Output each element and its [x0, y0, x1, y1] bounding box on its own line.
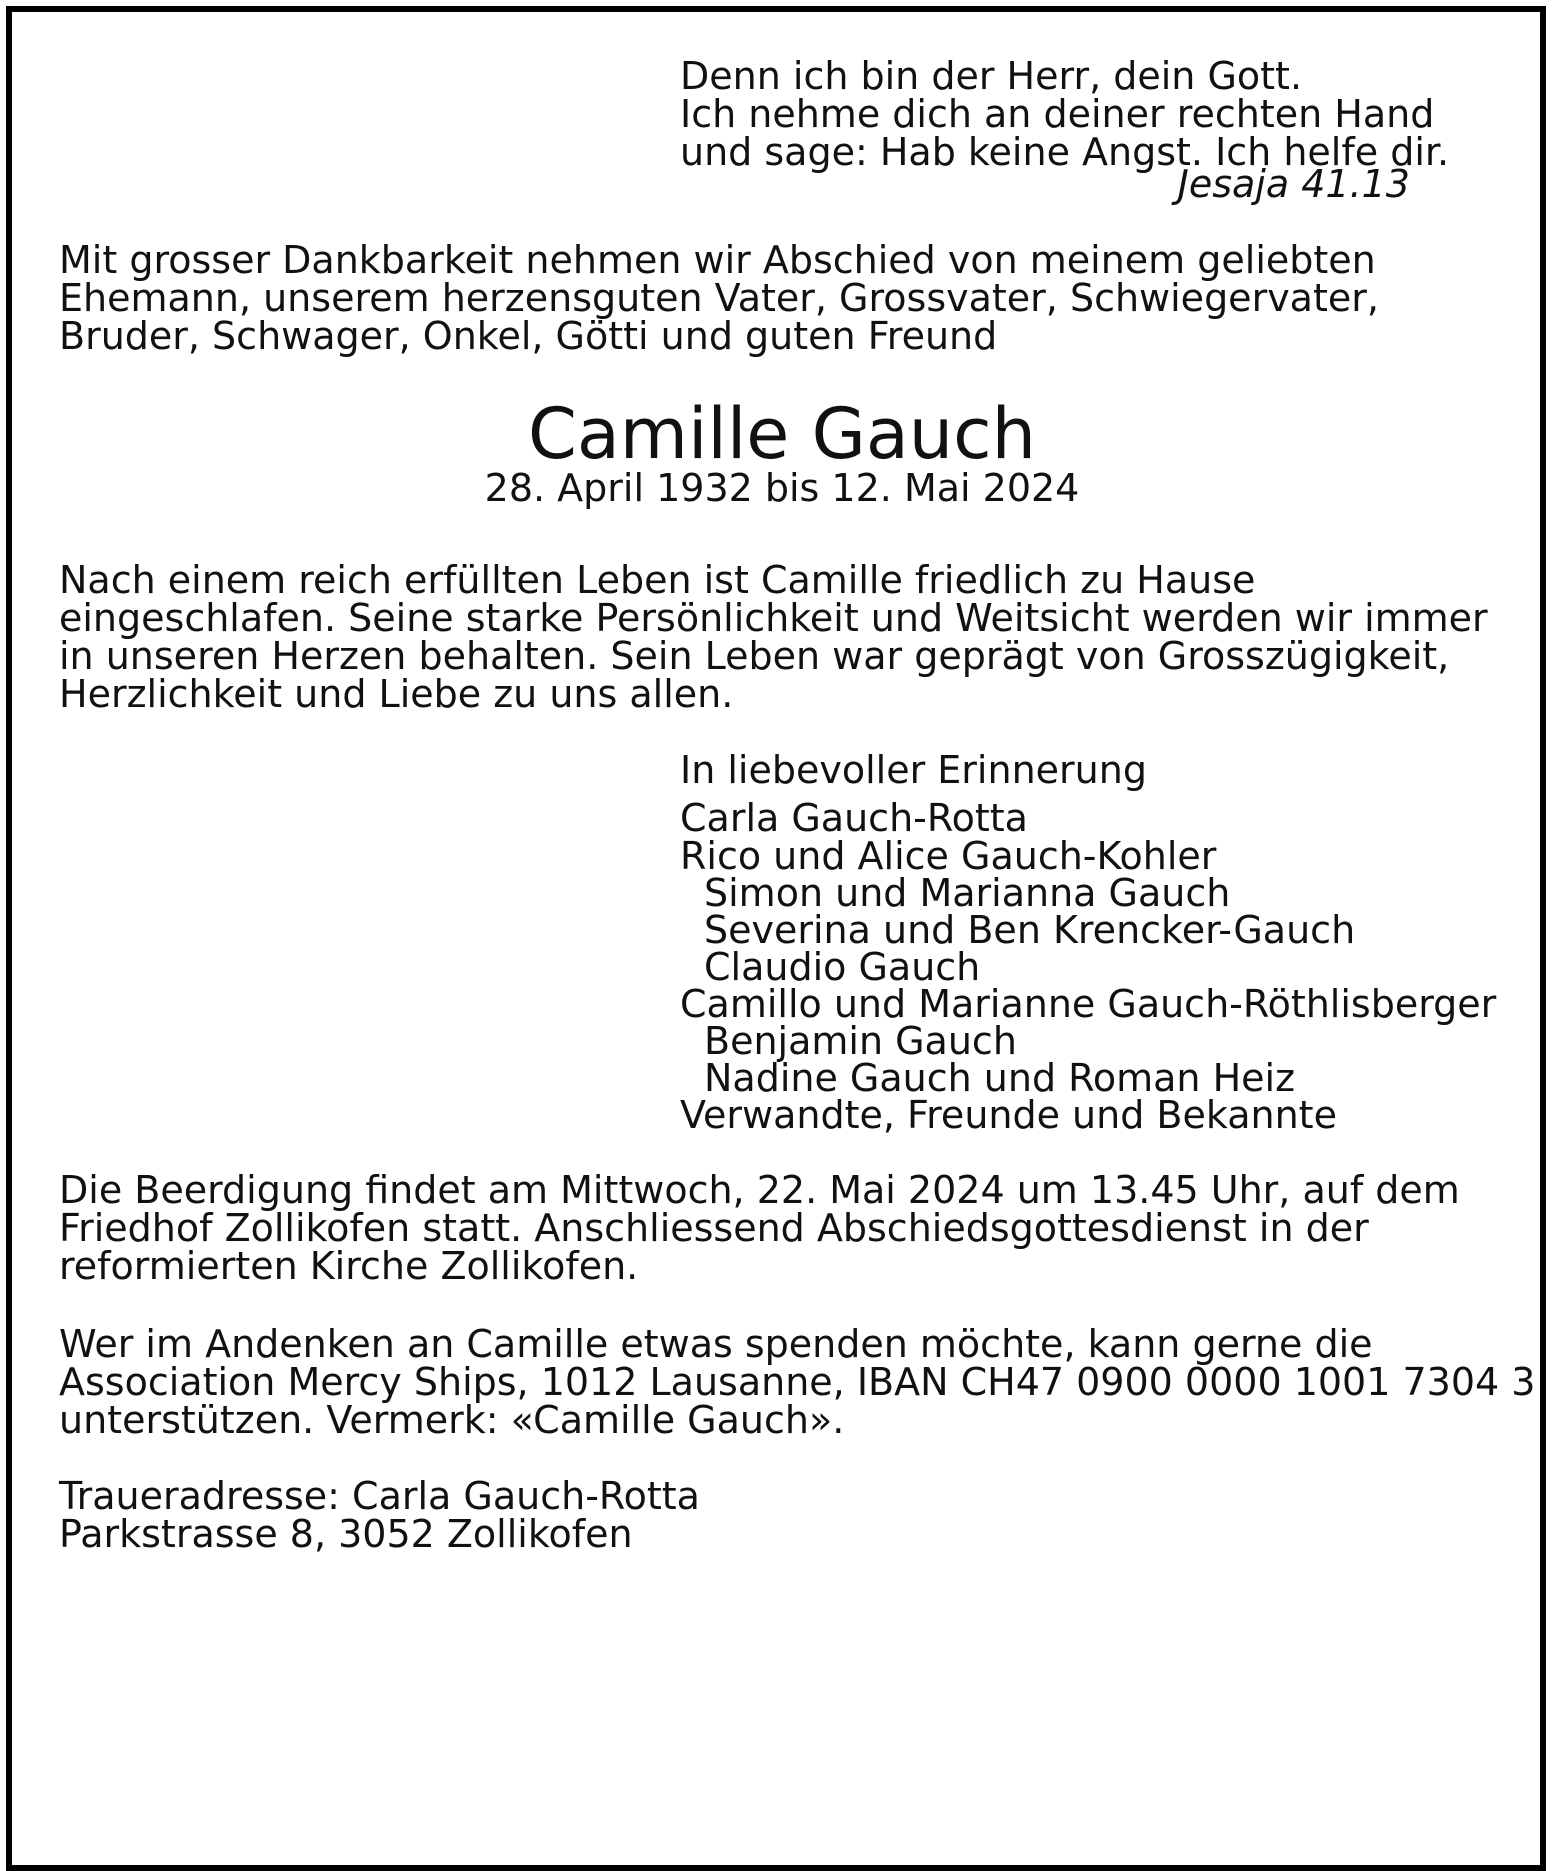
donation-line: Association Mercy Ships, 1012 Lausanne, IBAN CH47 0900 0000 1001 7304 3	[59, 1360, 1536, 1404]
mourner-name: Carla Gauch-Rotta	[680, 796, 1028, 840]
mourner-name: Simon und Marianna Gauch	[704, 871, 1231, 915]
mourner-name: Rico und Alice Gauch-Kohler	[680, 834, 1217, 878]
address-line: Parkstrasse 8, 3052 Zollikofen	[59, 1512, 633, 1556]
life-dates: 28. April 1932 bis 12. Mai 2024	[484, 466, 1080, 510]
intro-line: Ehemann, unserem herzensguten Vater, Grossvater, Schwiegervater,	[59, 276, 1379, 320]
tribute-line: in unseren Herzen behalten. Sein Leben war geprägt von Grosszügigkeit,	[59, 634, 1450, 678]
quote-line: Denn ich bin der Herr, dein Gott.	[680, 54, 1303, 98]
mourner-name: Verwandte, Freunde und Bekannte	[680, 1093, 1337, 1137]
mourner-name: Claudio Gauch	[704, 945, 981, 989]
intro-line: Bruder, Schwager, Onkel, Götti und guten Freund	[59, 314, 998, 358]
mourner-name: Camillo und Marianne Gauch-Röthlisberger	[680, 982, 1497, 1026]
mourner-name: Severina und Ben Krencker-Gauch	[704, 908, 1356, 952]
mourners-heading: In liebevoller Erinnerung	[680, 748, 1147, 792]
mourner-name: Nadine Gauch und Roman Heiz	[704, 1056, 1296, 1100]
funeral-line: reformierten Kirche Zollikofen.	[59, 1244, 639, 1288]
funeral-line: Die Beerdigung findet am Mittwoch, 22. Mai 2024 um 13.45 Uhr, auf dem	[59, 1168, 1460, 1212]
donation-line: Wer im Andenken an Camille etwas spenden möchte, kann gerne die	[59, 1322, 1373, 1366]
intro-line: Mit grosser Dankbarkeit nehmen wir Abschied von meinem geliebten	[59, 238, 1376, 282]
address-line: Traueradresse: Carla Gauch-Rotta	[59, 1474, 700, 1518]
quote-line: und sage: Hab keine Angst. Ich helfe dir.	[680, 130, 1450, 174]
quote-line: Ich nehme dich an deiner rechten Hand	[680, 92, 1435, 136]
funeral-line: Friedhof Zollikofen statt. Anschliessend Abschiedsgottesdienst in der	[59, 1206, 1369, 1250]
donation-line: unterstützen. Vermerk: «Camille Gauch».	[59, 1398, 845, 1442]
tribute-line: Herzlichkeit und Liebe zu uns allen.	[59, 672, 734, 716]
obituary-notice	[6, 6, 1546, 1871]
quote-reference: Jesaja 41.13	[1177, 162, 1410, 206]
tribute-line: eingeschlafen. Seine starke Persönlichkeit und Weitsicht werden wir immer	[59, 596, 1488, 640]
mourner-name: Benjamin Gauch	[704, 1019, 1017, 1063]
tribute-line: Nach einem reich erfüllten Leben ist Camille friedlich zu Hause	[59, 558, 1256, 602]
deceased-name: Camille Gauch	[528, 393, 1036, 475]
